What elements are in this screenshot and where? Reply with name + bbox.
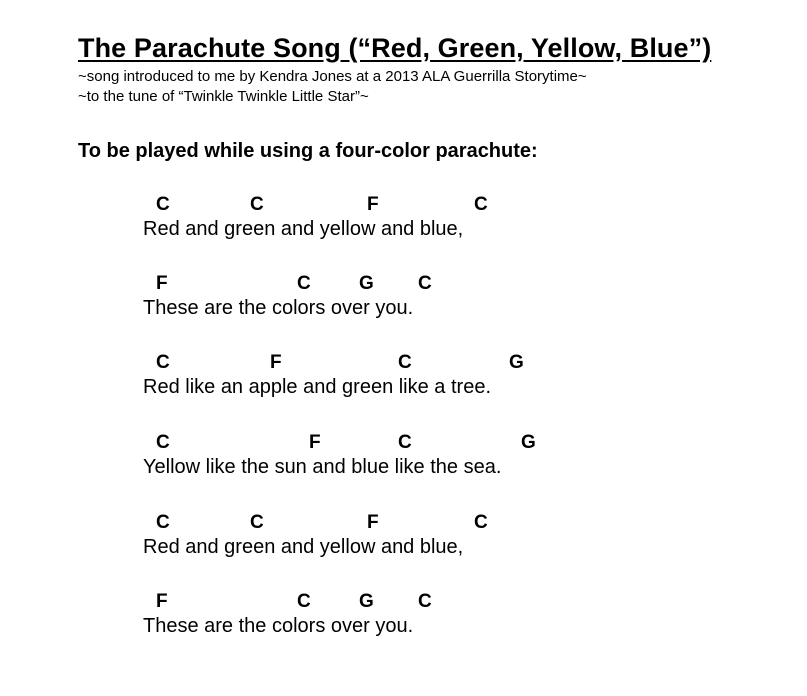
- verse-line-5: [0, 512, 807, 562]
- verse-line-6: [0, 591, 807, 641]
- verse-line-1: [0, 194, 807, 244]
- song-title: The Parachute Song (“Red, Green, Yellow, Blue”): [78, 33, 712, 63]
- chord: C: [418, 273, 432, 294]
- instructions-heading: To be played while using a four-color parachute:: [78, 140, 538, 162]
- chord: F: [309, 432, 321, 453]
- chord: C: [250, 194, 264, 215]
- chord: C: [156, 432, 170, 453]
- lyric: These are the colors over you.: [143, 297, 414, 319]
- lyric: Red like an apple and green like a tree.: [143, 376, 492, 398]
- chord: F: [156, 591, 168, 612]
- chord: C: [156, 512, 170, 533]
- lyric: Red and green and yellow and blue,: [143, 218, 464, 240]
- chord: G: [509, 352, 524, 373]
- chord: C: [418, 591, 432, 612]
- lyric: These are the colors over you.: [143, 615, 414, 637]
- chord: C: [297, 591, 311, 612]
- chord: C: [398, 352, 412, 373]
- subtitle-tune: ~to the tune of “Twinkle Twinkle Little Star”~: [78, 88, 369, 105]
- lyric: Yellow like the sun and blue like the sea.: [143, 456, 502, 478]
- chord: C: [474, 512, 488, 533]
- chord: C: [250, 512, 264, 533]
- chord: F: [367, 512, 379, 533]
- chord: C: [474, 194, 488, 215]
- chord: C: [156, 352, 170, 373]
- verse-line-4: [0, 432, 807, 482]
- chord: F: [156, 273, 168, 294]
- lyric: Red and green and yellow and blue,: [143, 536, 464, 558]
- verse-line-3: [0, 352, 807, 402]
- chord: G: [359, 591, 374, 612]
- chord: G: [521, 432, 536, 453]
- chord: C: [156, 194, 170, 215]
- chord: G: [359, 273, 374, 294]
- verse-line-2: [0, 273, 807, 323]
- chord: F: [367, 194, 379, 215]
- chord: C: [398, 432, 412, 453]
- subtitle-credit: ~song introduced to me by Kendra Jones at a 2013 ALA Guerrilla Storytime~: [78, 68, 587, 85]
- chord: F: [270, 352, 282, 373]
- chord: C: [297, 273, 311, 294]
